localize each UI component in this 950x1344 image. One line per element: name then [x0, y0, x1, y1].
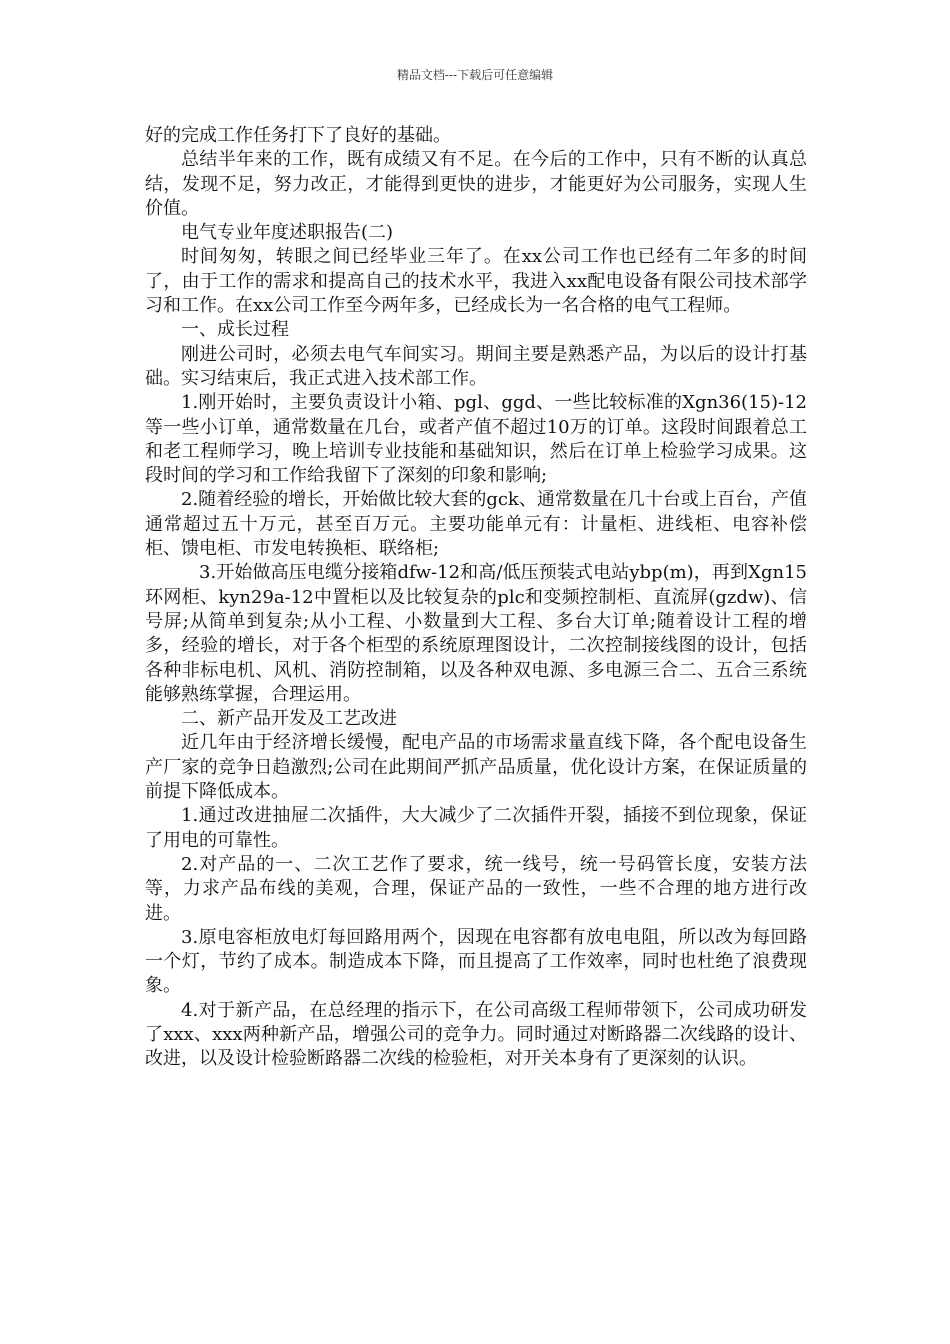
document-body [145, 124, 807, 1072]
paragraph: 近几年由于经济增长缓慢，配电产品的市场需求量直线下降，各个配电设备生产厂家的竞争日趋激烈;公司在此期间严抓产品质量，优化设计方案，在保证质量的前提下降低成本。 [145, 732, 807, 803]
paragraph: 4.对于新产品，在总经理的指示下，在公司高级工程师带领下，公司成功研发了xxx、xxx两种新产品，增强公司的竞争力。同时通过对断路器二次线路的设计、改进，以及设计检验断路器二次线的检验柜，对开关本身有了更深刻的认识。 [145, 999, 807, 1070]
paragraph: 3.开始做高压电缆分接箱dfw-12和高/低压预装式电站ybp(m)，再到Xgn15环网柜、kyn29a-12中置柜以及比较复杂的plc和变频控制柜、直流屏(gzdw)、信号屏;从简单到复杂;从小工程、小数量到大工程、多台大订单;随着设计工程的增多，经验的增长，对于各个柜型的系统原理图设计，二次控制接线图的设计，包括各种非标电机、风机、消防控制箱，以及各种双电源、多电源三合二、五合三系统能够熟练掌握，合理运用。 [145, 562, 807, 705]
paragraph: 好的完成工作任务打下了良好的基础。 [145, 125, 451, 146]
paragraph: 二、新产品开发及工艺改进 [181, 708, 397, 730]
page-header: 精品文档---下载后可任意编辑 [396, 68, 554, 82]
paragraph: 一、成长过程 [181, 319, 289, 341]
paragraph: 3.原电容柜放电灯每回路用两个，因现在电容都有放电电阻，所以改为每回路一个灯，节约了成本。制造成本下降，而且提高了工作效率，同时也杜绝了浪费现象。 [145, 926, 807, 997]
paragraph: 刚进公司时，必须去电气车间实习。期间主要是熟悉产品，为以后的设计打基础。实习结束后，我正式进入技术部工作。 [145, 343, 807, 389]
paragraph: 1.通过改进抽屉二次插件，大大减少了二次插件开裂，插接不到位现象，保证了用电的可靠性。 [145, 805, 807, 851]
paragraph: 2.随着经验的增长，开始做比较大套的gck、通常数量在几十台或上百台，产值通常超过五十万元，甚至百万元。主要功能单元有：计量柜、进线柜、电容补偿柜、馈电柜、市发电转换柜、联络柜; [145, 489, 807, 560]
paragraph: 1.刚开始时，主要负责设计小箱、pgl、ggd、一些比较标准的Xgn36(15)-12等一些小订单，通常数量在几台，或者产值不超过10万的订单。这段时间跟着总工和老工程师学习，晚上培训专业技能和基础知识，然后在订单上检验学习成果。这段时间的学习和工作给我留下了深刻的印象和影响; [145, 392, 807, 487]
paragraph: 时间匆匆，转眼之间已经毕业三年了。在xx公司工作也已经有二年多的时间了，由于工作的需求和提高自己的技术水平，我进入xx配电设备有限公司技术部学习和工作。在xx公司工作至今两年多，已经成长为一名合格的电气工程师。 [145, 246, 807, 317]
paragraph: 电气专业年度述职报告(二) [181, 222, 394, 244]
paragraph: 总结半年来的工作，既有成绩又有不足。在今后的工作中，只有不断的认真总结，发现不足，努力改正，才能得到更快的进步，才能更好为公司服务，实现人生价值。 [145, 149, 807, 219]
paragraph: 2.对产品的一、二次工艺作了要求，统一线号，统一号码管长度，安装方法等，力求产品布线的美观，合理，保证产品的一致性，一些不合理的地方进行改进。 [145, 853, 807, 924]
